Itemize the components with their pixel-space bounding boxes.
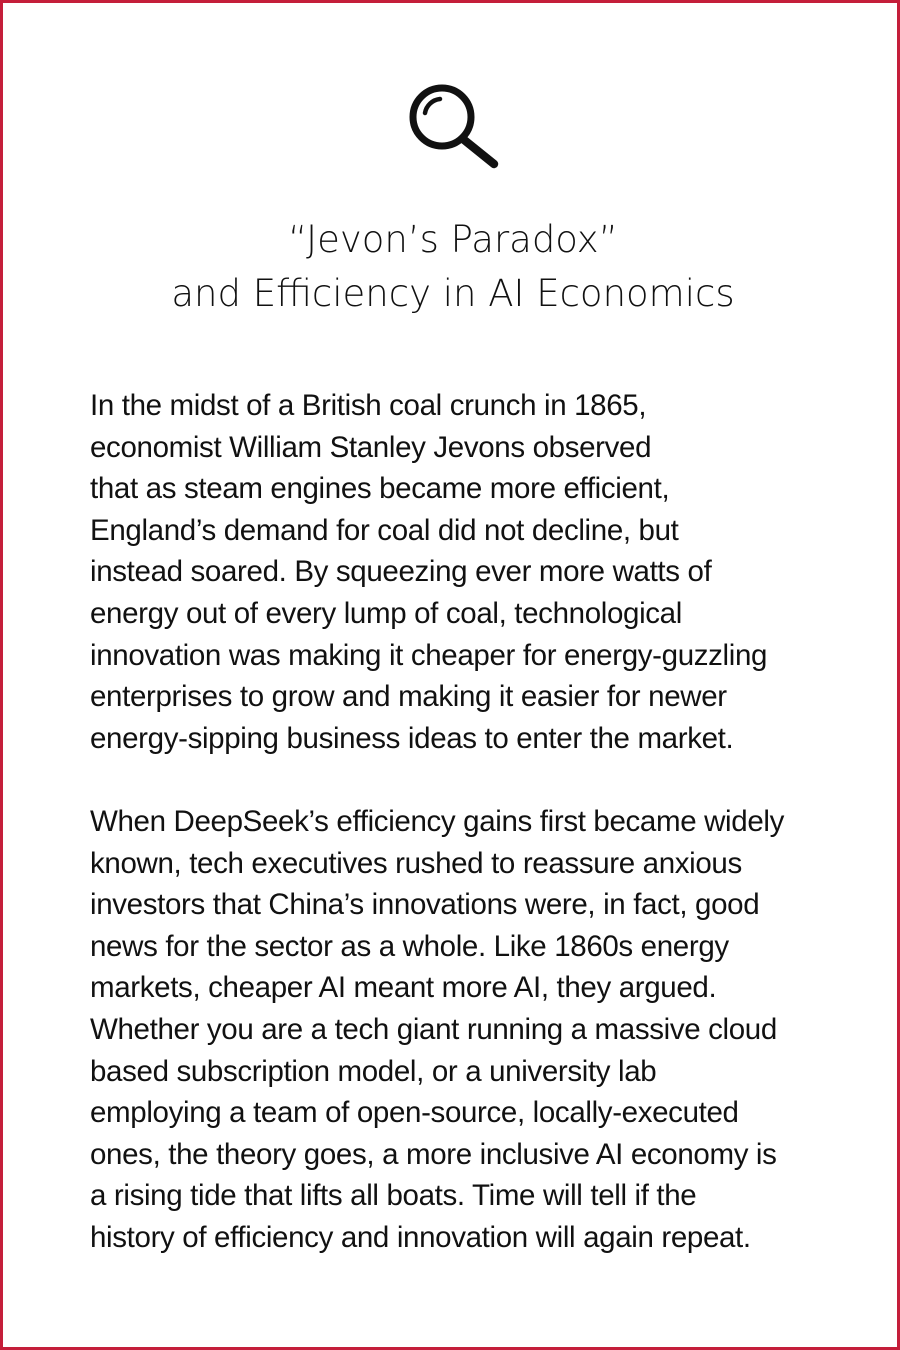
paragraph-1 (90, 385, 850, 759)
paragraph-2 (90, 801, 850, 1259)
page-title (3, 213, 900, 321)
text-line: In the midst of a British coal crunch in 1865, (90, 389, 647, 422)
title-line-2: and Efficiency in AI Economics (171, 272, 735, 315)
text-line: Whether you are a tech giant running a massive cloud (90, 1012, 777, 1046)
text-line: energy-sipping business ideas to enter the market. (90, 721, 734, 755)
text-line: energy out of every lump of coal, technological (90, 596, 682, 630)
text-line: employing a team of open-source, locally-executed (90, 1096, 739, 1130)
text-line: news for the sector as a whole. Like 1860s energy (90, 929, 729, 963)
text-line: ones, the theory goes, a more inclusive AI economy is (90, 1137, 777, 1171)
text-line: known, tech executives rushed to reassure anxious (90, 846, 742, 880)
text-line: England’s demand for coal did not decline, but (90, 513, 679, 547)
text-line: When DeepSeek’s efficiency gains first became widely (90, 804, 784, 838)
text-line: innovation was making it cheaper for energy-guzzling (90, 638, 768, 672)
title-line-1: “Jevon’s Paradox” (288, 218, 618, 261)
text-line: investors that China’s innovations were, in fact, good (90, 888, 760, 922)
text-line: that as steam engines became more efficient, (90, 472, 670, 506)
text-line: enterprises to grow and making it easier for newer (90, 680, 727, 714)
text-line: instead soared. By squeezing ever more watts of (90, 555, 712, 589)
text-line: based subscription model, or a university lab (90, 1054, 657, 1088)
text-line: economist William Stanley Jevons observed (90, 430, 652, 464)
text-line: a rising tide that lifts all boats. Time will tell if the (90, 1179, 697, 1213)
magnifying-glass-icon (406, 79, 502, 171)
text-line: markets, cheaper AI meant more AI, they argued. (90, 971, 717, 1005)
text-line: history of efficiency and innovation will again repeat. (90, 1220, 751, 1254)
article-body (90, 385, 850, 1258)
